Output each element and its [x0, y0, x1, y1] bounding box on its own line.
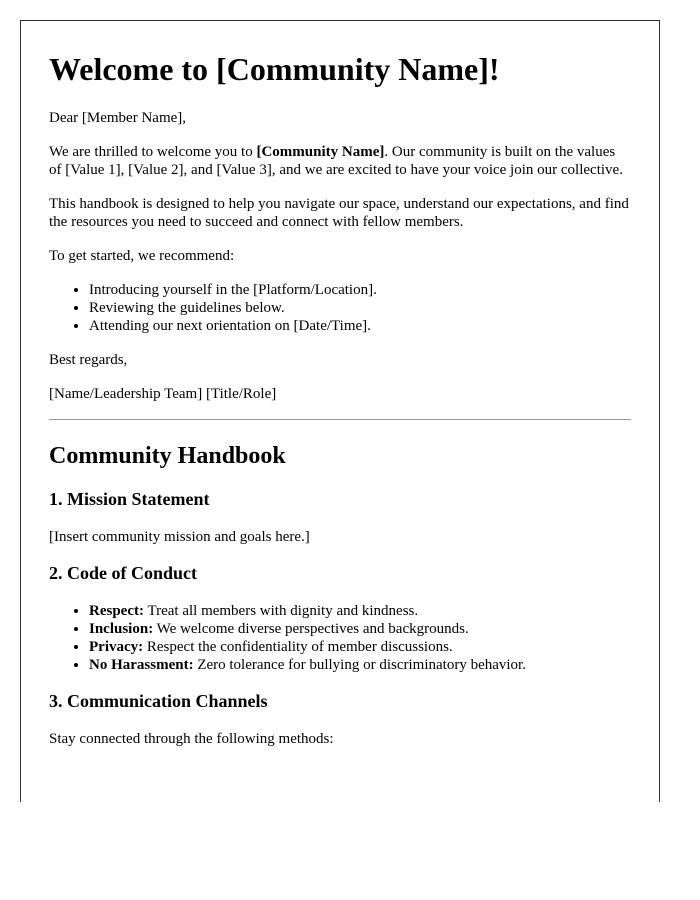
handbook-paragraph: This handbook is designed to help you navigate our space, understand our expectations, and find the resources you need to succeed and connect with fellow members. — [49, 196, 629, 230]
steps-list — [49, 281, 631, 335]
document-page — [20, 20, 660, 802]
intro-text-start: We are thrilled to welcome you to — [49, 144, 257, 160]
conduct-list — [49, 602, 631, 674]
conduct-term: Privacy: — [89, 639, 144, 655]
list-item: • Reviewing the guidelines below. — [89, 299, 631, 317]
signature-name: [Name/Leadership Team] — [49, 386, 203, 402]
list-item — [89, 602, 631, 620]
intro-text-end: . Our community is built on the values of [Value 1], [Value 2], and [Value 3], and we are excited to have your voice join our collective. — [49, 144, 623, 178]
list-item: • Introducing yourself in the [Platform/Location]. — [89, 281, 631, 299]
conduct-desc: Treat all members with dignity and kindness. — [143, 603, 419, 619]
list-item: • Attending our next orientation on [Date/Time]. — [89, 317, 631, 335]
get-started-text: To get started, we recommend: — [49, 248, 235, 264]
conduct-desc: Zero tolerance for bullying or discriminatory behavior. — [193, 657, 526, 673]
conduct-heading: 2. Code of Conduct — [49, 563, 198, 583]
section-divider — [49, 419, 631, 420]
conduct-term: No Harassment: — [89, 657, 194, 673]
communication-text: Stay connected through the following methods: — [49, 731, 334, 747]
conduct-term: Inclusion: — [89, 621, 154, 637]
signature — [49, 385, 631, 403]
signature-title: [Title/Role] — [205, 386, 277, 402]
conduct-desc: Respect the confidentiality of member discussions. — [143, 639, 453, 655]
communication-heading: 3. Communication Channels — [49, 691, 268, 711]
mission-heading: 1. Mission Statement — [49, 489, 210, 509]
list-item — [89, 638, 631, 656]
handbook-title: Community Handbook — [49, 443, 286, 469]
closing: Best regards, — [49, 352, 128, 368]
intro-community-name: [Community Name] — [256, 144, 385, 160]
list-item — [89, 620, 631, 638]
intro-paragraph — [49, 143, 631, 179]
mission-text: [Insert community mission and goals here.] — [49, 529, 310, 545]
list-item — [89, 656, 631, 674]
welcome-title: Welcome to [Community Name]! — [49, 51, 500, 87]
document-content — [21, 51, 659, 748]
conduct-desc: We welcome diverse perspectives and backgrounds. — [153, 621, 469, 637]
conduct-term: Respect: — [89, 603, 144, 619]
greeting: Dear [Member Name], — [49, 110, 187, 126]
